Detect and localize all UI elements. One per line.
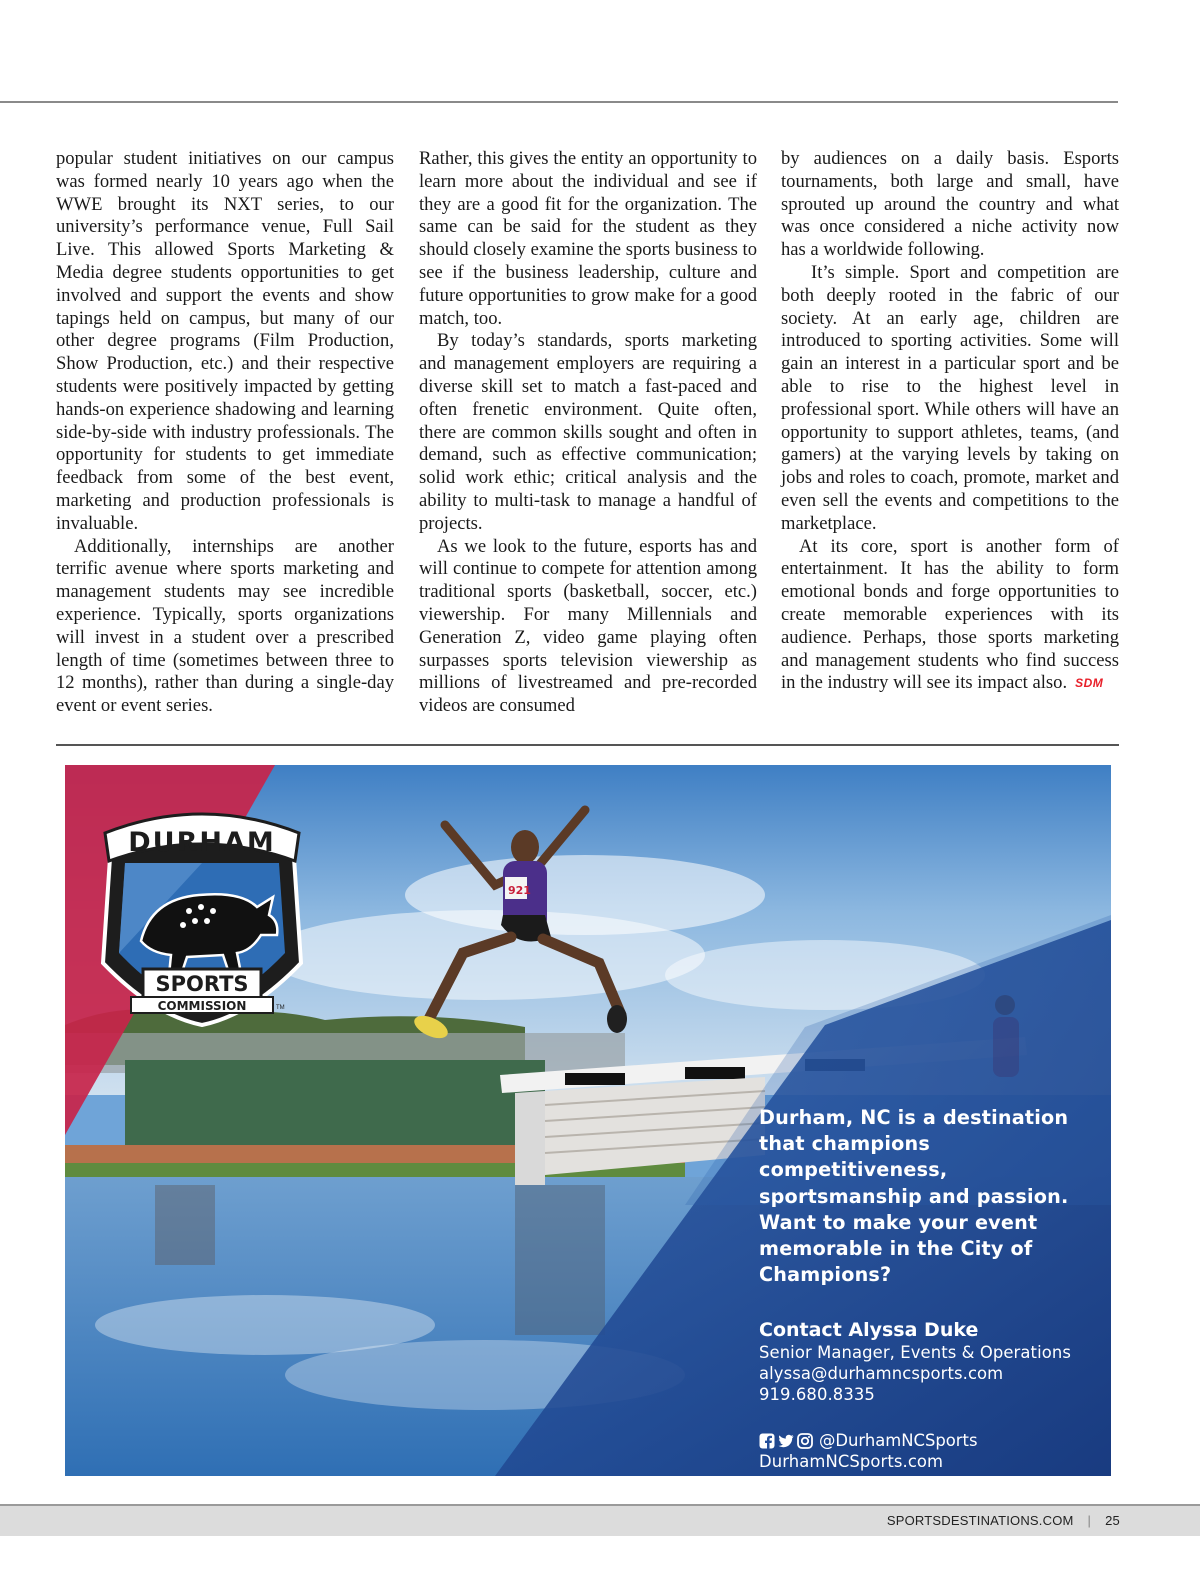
paragraph: popular student initiatives on our campus was formed nearly 10 years ago when the WWE brought its NXT series, to our university’s performance venue, Full Sail Live. This allowed Sports Marketing & Media degree students opportunities to get involved and support the events and show tapings held on campus, but many of our other degree programs (Film Production, Show Production, etc.) and their respective students were positively impacted by getting hands-on experience shadowing and learning side-by-side with industry professionals. The opportunity for students to get immediate feedback from some of the best event, marketing and production professionals is invaluable.: [56, 148, 394, 534]
facebook-icon[interactable]: [759, 1433, 775, 1449]
footer: [887, 1513, 1120, 1528]
twitter-icon[interactable]: [778, 1433, 794, 1449]
logo-commission-text: COMMISSION: [157, 999, 247, 1013]
barrier-post: [515, 1091, 545, 1185]
paragraph-text: At its core, sport is another form of entertainment. It has the ability to form emotional bonds and forge opportunities to create memorable experiences with its audience. Perhaps, those sports marketing and management students who find success in the industry will see its impact also.: [781, 535, 1119, 694]
social-row: [759, 1430, 1099, 1451]
paragraph-last: [781, 536, 1119, 696]
durham-sports-commission-logo: [91, 803, 313, 1027]
paragraph: It’s simple. Sport and competition are both deeply rooted in the fabric of our society. At an early age, children are introduced to sporting activities. Some will gain an interest in a particular sport and be able to rise to the highest level in professional sport. While others will have an opportunity to support athletes, teams, (and gamers) at the varying levels by taking on jobs and roles to coach, promote, market and even sell the events and competitions to the marketplace.: [781, 261, 1119, 534]
footer-separator: |: [1087, 1513, 1092, 1528]
paragraph: by audiences on a daily basis. Esports tournaments, both large and small, have sprouted up around the country and what was once considered a niche activity now has a worldwide following.: [781, 148, 1119, 261]
column-1: [56, 148, 394, 718]
article-body: [56, 148, 1120, 722]
paragraph: By today’s standards, sports marketing and management employers are requiring a diverse skill set to match a fast-paced and often frenetic environment. Quite often, there are common skills sought and often in demand, such as effective communication; solid work ethic; critical analysis and the ability to multi-task to manage a handful of projects.: [419, 330, 757, 534]
contact-phone[interactable]: 919.680.8335: [759, 1385, 875, 1405]
barrier-stripe: [685, 1067, 745, 1079]
column-3: [781, 148, 1119, 695]
windscreen: [125, 1060, 545, 1155]
instagram-icon[interactable]: [797, 1433, 813, 1449]
footer-site[interactable]: SPORTSDESTINATIONS.COM: [886, 1513, 1074, 1528]
contact-name: Contact Alyssa Duke: [759, 1319, 979, 1342]
reflection-building: [515, 1185, 605, 1335]
website-link[interactable]: DurhamNCSports.com: [759, 1452, 944, 1472]
bib-number: 921: [508, 884, 531, 897]
paragraph: Rather, this gives the entity an opportunity to learn more about the individual and see if they are a good fit for the organization. The same can be said for the student as they should closely examine the sports business to see if the business leadership, culture and future opportunities to grow make for a good match, too.: [419, 148, 757, 329]
social-handle[interactable]: @DurhamNCSports: [819, 1431, 978, 1451]
reflection-building: [155, 1185, 215, 1265]
durham-advertisement[interactable]: [65, 765, 1111, 1476]
ad-contact-block: [759, 1318, 1099, 1405]
top-rule: [0, 101, 1118, 103]
contact-title: Senior Manager, Events & Operations: [759, 1343, 1071, 1363]
logo-sports-text: SPORTS: [155, 972, 249, 996]
barrier-stripe: [565, 1073, 625, 1085]
sdm-end-mark: SDM: [1075, 676, 1104, 691]
paragraph: As we look to the future, esports has and will continue to compete for attention among traditional sports (basketball, soccer, etc.) viewership. For many Millennials and Generation Z, video game playing often surpasses sports television viewership as millions of livestreamed and pre-recorded videos are consumed: [419, 535, 757, 717]
page-number: 25: [1105, 1513, 1120, 1528]
section-rule: [56, 744, 1119, 746]
ad-copy: [759, 1105, 1099, 1472]
logo-durham-text: DURHAM: [128, 827, 276, 858]
ad-headline: Durham, NC is a destination that champions competitiveness, sportsmanship and passion. Want to make your event memorable in the City of Champions?: [759, 1106, 1069, 1287]
contact-email[interactable]: alyssa@durhamncsports.com: [759, 1364, 1004, 1384]
column-2: [419, 148, 757, 718]
paragraph: Additionally, internships are another terrific avenue where sports marketing and management students may see incredible experience. Typically, sports organizations will invest in a student over a prescribed length of time (sometimes between three to 12 months), rather than during a single-day event or event series.: [56, 535, 394, 717]
trademark-mark: TM: [276, 1005, 285, 1011]
cloud: [265, 910, 705, 1000]
